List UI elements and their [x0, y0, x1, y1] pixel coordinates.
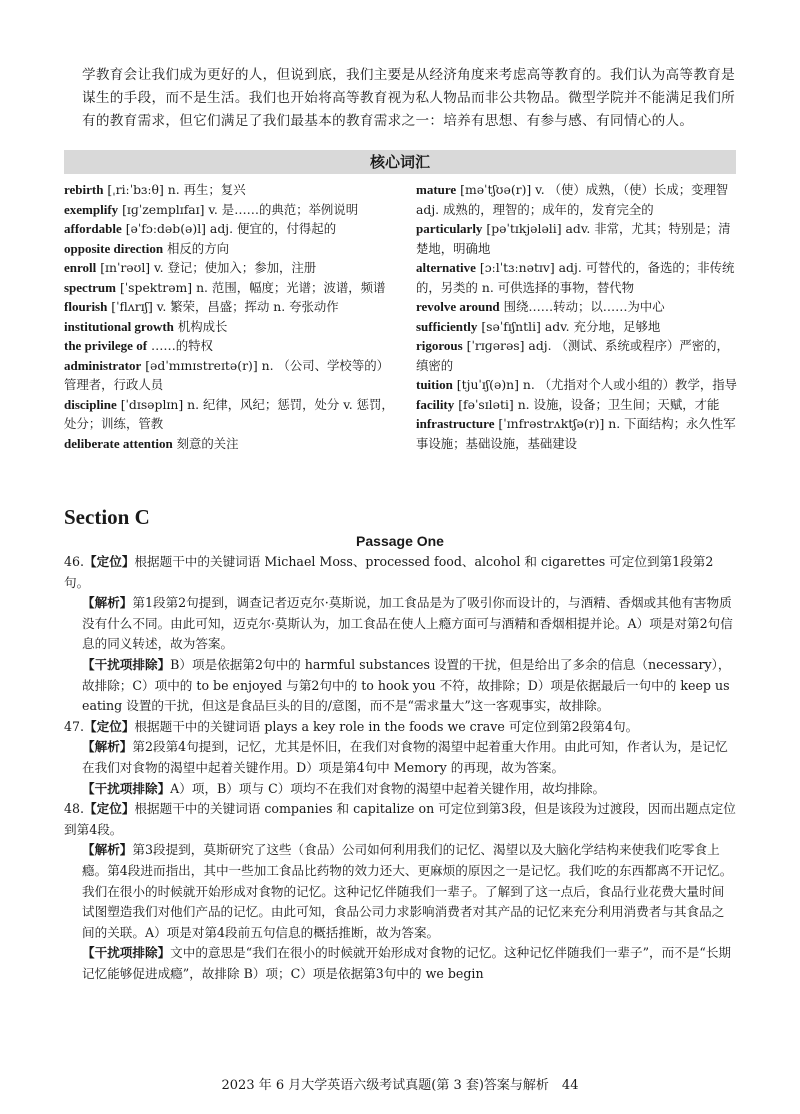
- intro-paragraph: 学教育会让我们成为更好的人，但说到底，我们主要是从经济角度来考虑高等教育的。我们认为高等教育是谋生的手段，而不是生活。我们也开始将高等教育视为私人物品而非公共物品。微型学院并不能满足我们所有的教育需求，但它们满足了我们最基本的教育需求之一：培养有思想、有参与感、有同情心的人。: [82, 67, 736, 129]
- vocab-entry: deliberate attention 刻意的关注: [64, 435, 239, 451]
- vocab-entry: the privilege of ……的特权: [64, 338, 213, 353]
- vocab-column-right: [416, 180, 738, 453]
- vocab-entry: infrastructure [ˈɪnfrəstrʌktʃə(r)] n. 下面结构；永久性军事设施；基础设施，基础建设: [416, 416, 736, 451]
- vocab-entry: alternative [ɔːlˈtɜːnətɪv] adj. 可替代的，备选的；非传统的，另类的 n. 可供选择的事物，替代物: [416, 260, 735, 295]
- vocab-entry: enroll [ɪnˈrəʊl] v. 登记；使加入；参加，注册: [64, 260, 317, 275]
- question-47-distractors: 【干扰项排除】A）项，B）项与 C）项均不在我们对食物的渴望中起着关键作用，故均排除。: [82, 780, 606, 796]
- vocab-entry: opposite direction 相反的方向: [64, 240, 229, 256]
- vocab-entry: spectrum [ˈspektrəm] n. 范围，幅度；光谱；波谱，频谱: [64, 279, 386, 295]
- vocab-column-left: [64, 180, 394, 453]
- question-explanations: [64, 552, 736, 984]
- vocab-entry: rigorous [ˈrɪɡərəs] adj. （测试、系统或程序）严密的，缜密的: [416, 338, 729, 373]
- question-46-location: 46.【定位】根据题干中的关键词语 Michael Moss、processed food、alcohol 和 cigarettes 可定位到第1段第2句。: [64, 554, 714, 590]
- passage-title: Passage One: [356, 533, 444, 549]
- vocab-entry: sufficiently [səˈfɪʃntli] adv. 充分地，足够地: [416, 318, 661, 334]
- vocab-heading: 核心词汇: [64, 150, 736, 174]
- vocab-entry: administrator [ədˈmɪnɪstreɪtə(r)] n. （公司、学校等的）管理者，行政人员: [64, 357, 389, 392]
- question-46-analysis: 【解析】第1段第2句提到，调查记者迈克尔·莫斯说，加工食品是为了吸引你而设计的，与酒精、香烟或其他有害物质没有什么不同。由此可知，迈克尔·莫斯认为，加工食品在使人上瘾方面可与酒精和香烟相提并论。A）项是对第2句信息的同义转述，故为答案。: [82, 595, 733, 652]
- question-48-distractors: 【干扰项排除】文中的意思是“我们在很小的时候就开始形成对食物的记忆。这种记忆伴随我们一辈子”，而不是“长期记忆能够促进成瘾”，故排除 B）项；C）项是依据第3句中的 we begin: [82, 945, 732, 981]
- page-footer: 2023 年 6 月大学英语六级考试真题(第 3 套)答案与解析 44: [221, 1078, 579, 1093]
- vocab-entry: particularly [pəˈtɪkjələli] adv. 非常，尤其；特别是；清楚地，明确地: [416, 221, 731, 256]
- section-title: Section C: [64, 505, 150, 529]
- vocab-entry: rebirth [ˌriːˈbɜːθ] n. 再生；复兴: [64, 182, 246, 197]
- vocab-entry: affordable [əˈfɔːdəb(ə)l] adj. 便宜的，付得起的: [64, 221, 337, 236]
- vocab-entry: mature [məˈtʃʊə(r)] v. （使）成熟，（使）长成；变理智 adj. 成熟的，理智的；成年的，发育完全的: [416, 182, 729, 217]
- question-47-analysis: 【解析】第2段第4句提到，记忆，尤其是怀旧，在我们对食物的渴望中起着重大作用。由此可知，作者认为，是记忆在我们对食物的渴望中起着关键作用。D）项是第4句中 Memory 的再现，故为答案。: [82, 739, 728, 775]
- question-48-location: 48.【定位】根据题干中的关键词语 companies 和 capitalize on 可定位到第3段，但是该段为过渡段，因而出题点定位到第4段。: [64, 801, 736, 837]
- vocab-entry: institutional growth 机构成长: [64, 318, 228, 334]
- vocab-entry: flourish [ˈflʌrɪʃ] v. 繁荣，昌盛；挥动 n. 夸张动作: [64, 299, 339, 314]
- vocab-entry: facility [fəˈsɪləti] n. 设施，设备；卫生间；天赋，才能: [416, 396, 720, 412]
- vocab-entry: tuition [tjuˈɪʃ(ə)n] n. （尤指对个人或小组的）教学，指导: [416, 377, 738, 392]
- question-47-location: 47.【定位】根据题干中的关键词语 plays a key role in the foods we crave 可定位到第2段第4句。: [64, 718, 639, 734]
- vocab-entry: discipline [ˈdɪsəplɪn] n. 纪律，风纪；惩罚，处分 v. 惩罚，处分；训练，管教: [64, 396, 394, 431]
- vocab-entry: revolve around 围绕……转动；以……为中心: [416, 299, 665, 314]
- vocab-entry: exemplify [ɪɡˈzemplɪfaɪ] v. 是……的典范；举例说明: [64, 201, 359, 217]
- question-48-analysis: 【解析】第3段提到，莫斯研究了这些（食品）公司如何利用我们的记忆、渴望以及大脑化学结构来使我们吃零食上瘾。第4段进而指出，其中一些加工食品比药物的效力还大、更麻烦的原因之一是记忆。我们吃的东西都离不开记忆。我们在很小的时候就开始形成对食物的记忆。这种记忆伴随我们一辈子。了解到了这一点后，食品行业花费大量时间试图塑造我们对他们产品的记忆。由此可知，食品公司力求影响消费者对其产品的记忆来充分利用消费者与其食品之间的关联。A）项是对第4段前五句信息的概括推断，故为答案。: [82, 842, 733, 940]
- question-46-distractors: 【干扰项排除】B）项是依据第2句中的 harmful substances 设置的干扰，但是给出了多余的信息（necessary），故排除；C）项中的 to be enjoyed 与第2句中的 to hook you 不符，故排除；D）项是依据最后一句中的 keep us eating 设置的干扰，但这是食品巨头的目的/意图，而不是“需求量大”这一客观事实，故排除。: [82, 656, 731, 714]
